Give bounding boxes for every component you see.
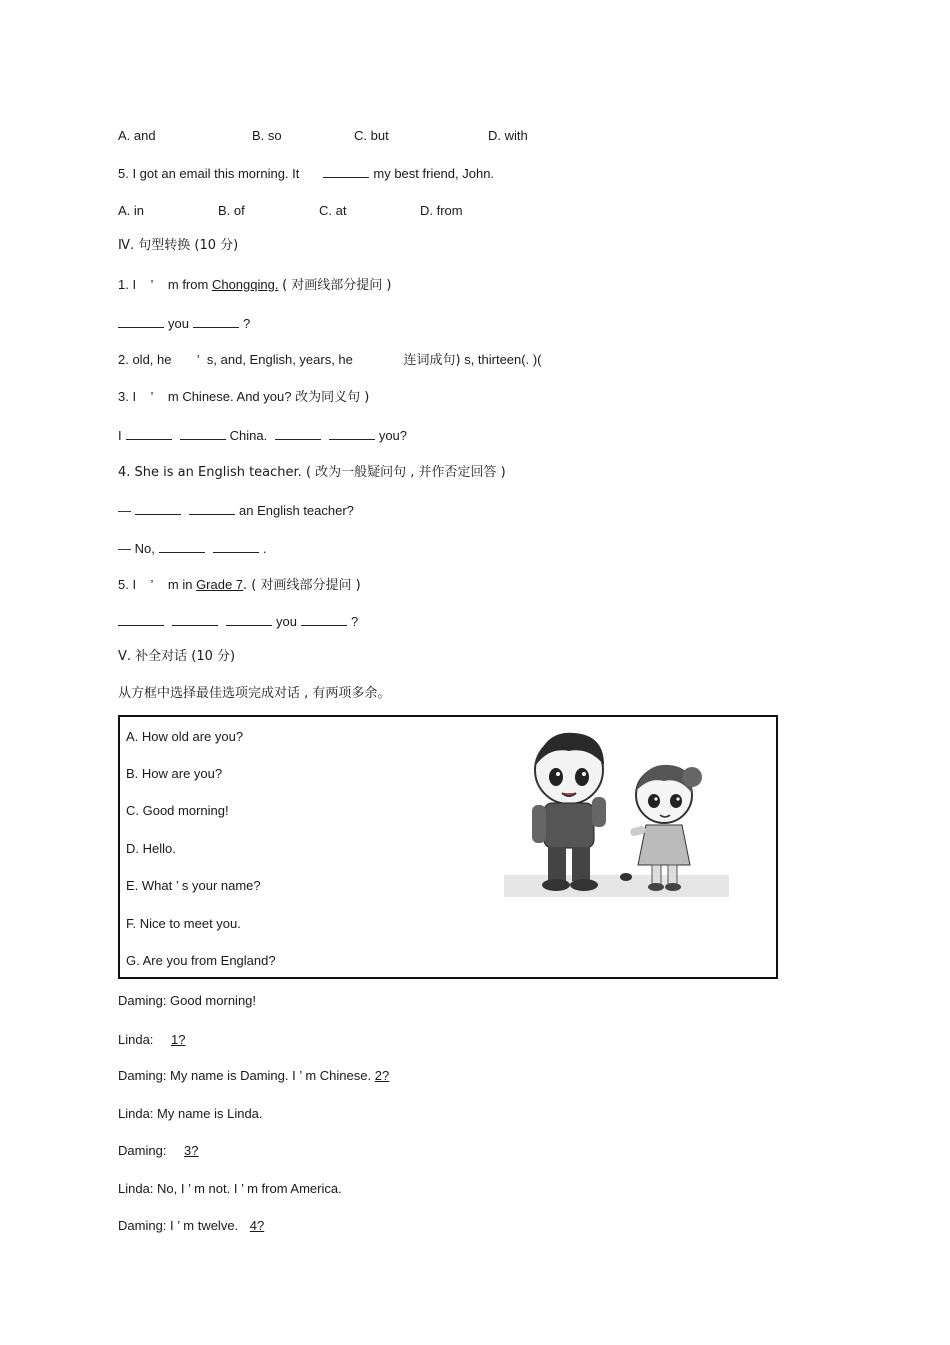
answer-blank[interactable] — [189, 500, 235, 515]
answer-blank[interactable] — [275, 425, 321, 440]
answer-blank[interactable] — [180, 425, 226, 440]
s4-question-4: 4. She is an English teacher. ( 改为一般疑问句 , 并作否定回答 ) — [118, 465, 506, 480]
s4-answer-5: you ? — [118, 611, 358, 631]
option-a: A. in — [118, 203, 145, 218]
blank-2[interactable]: 2? — [374, 1068, 390, 1083]
dialogue-line-4: Linda: My name is Linda. — [118, 1106, 263, 1121]
blank-4[interactable]: 4? — [249, 1218, 265, 1233]
dialogue-line-2: Linda: 1? — [118, 1031, 194, 1049]
dialogue-line-7: Daming: I ’ m twelve. 4? — [118, 1217, 272, 1235]
answer-blank[interactable] — [193, 313, 239, 328]
box-option-e: E. What ’ s your name? — [126, 878, 261, 893]
section-5-instructions: 从方框中选择最佳选项完成对话 , 有两项多余。 — [118, 686, 391, 701]
s4-answer-3: I China. you? — [118, 425, 407, 445]
section-5-title: Ⅴ. 补全对话 (10 分) — [118, 649, 236, 664]
answer-blank[interactable] — [226, 611, 272, 626]
box-option-b: B. How are you? — [126, 766, 223, 781]
s4-answer-4b: — No, . — [118, 538, 266, 558]
s4-question-1: 1. I ’ m from Chongqing. ( 对画线部分提问 ) — [118, 277, 392, 293]
blank-1[interactable]: 1? — [171, 1032, 186, 1047]
s4-answer-4a: — an English teacher? — [118, 500, 354, 520]
answer-blank[interactable] — [172, 611, 218, 626]
box-option-a: A. How old are you? — [126, 729, 244, 744]
option-a: A. and — [118, 128, 156, 143]
answer-blank[interactable] — [301, 611, 347, 626]
dialogue-line-3: Daming: My name is Daming. I ’ m Chinese. 2? — [118, 1068, 390, 1083]
option-d: D. with — [488, 128, 528, 143]
option-d: D. from — [420, 203, 463, 218]
dialogue-line-6: Linda: No, I ’ m not. I ’ m from America. — [118, 1181, 342, 1196]
option-c: C. at — [319, 203, 347, 218]
answer-blank[interactable] — [118, 611, 164, 626]
box-option-c: C. Good morning! — [126, 803, 229, 818]
s4-question-5: 5. I ’ m in Grade 7. ( 对画线部分提问 ) — [118, 577, 361, 593]
s4-answer-1: you ? — [118, 313, 250, 333]
s4-question-3: 3. I ’ m Chinese. And you? 改为同义句 ) — [118, 389, 370, 405]
section-4-title: Ⅳ. 句型转换 (10 分) — [118, 238, 239, 253]
option-c: C. but — [354, 128, 389, 143]
question-5: 5. I got an email this morning. It my best friend, John. — [118, 163, 494, 183]
s4-question-2: 2. old, he ’ s, and, English, years, he 连词成句) s, thirteen(. )( — [118, 352, 542, 368]
answer-blank[interactable] — [126, 425, 172, 440]
dialogue-line-5: Daming: 3? — [118, 1142, 207, 1160]
box-option-f: F. Nice to meet you. — [126, 916, 241, 931]
box-option-g: G. Are you from England? — [126, 953, 276, 968]
answer-blank[interactable] — [118, 313, 164, 328]
options-box — [118, 715, 778, 979]
answer-blank[interactable] — [323, 163, 369, 178]
answer-blank[interactable] — [213, 538, 259, 553]
kids-illustration — [504, 725, 729, 897]
answer-blank[interactable] — [329, 425, 375, 440]
option-b: B. of — [218, 203, 245, 218]
option-b: B. so — [252, 128, 282, 143]
answer-blank[interactable] — [159, 538, 205, 553]
answer-blank[interactable] — [135, 500, 181, 515]
blank-3[interactable]: 3? — [184, 1143, 199, 1158]
dialogue-line-1: Daming: Good morning! — [118, 993, 257, 1008]
box-option-d: D. Hello. — [126, 841, 176, 856]
